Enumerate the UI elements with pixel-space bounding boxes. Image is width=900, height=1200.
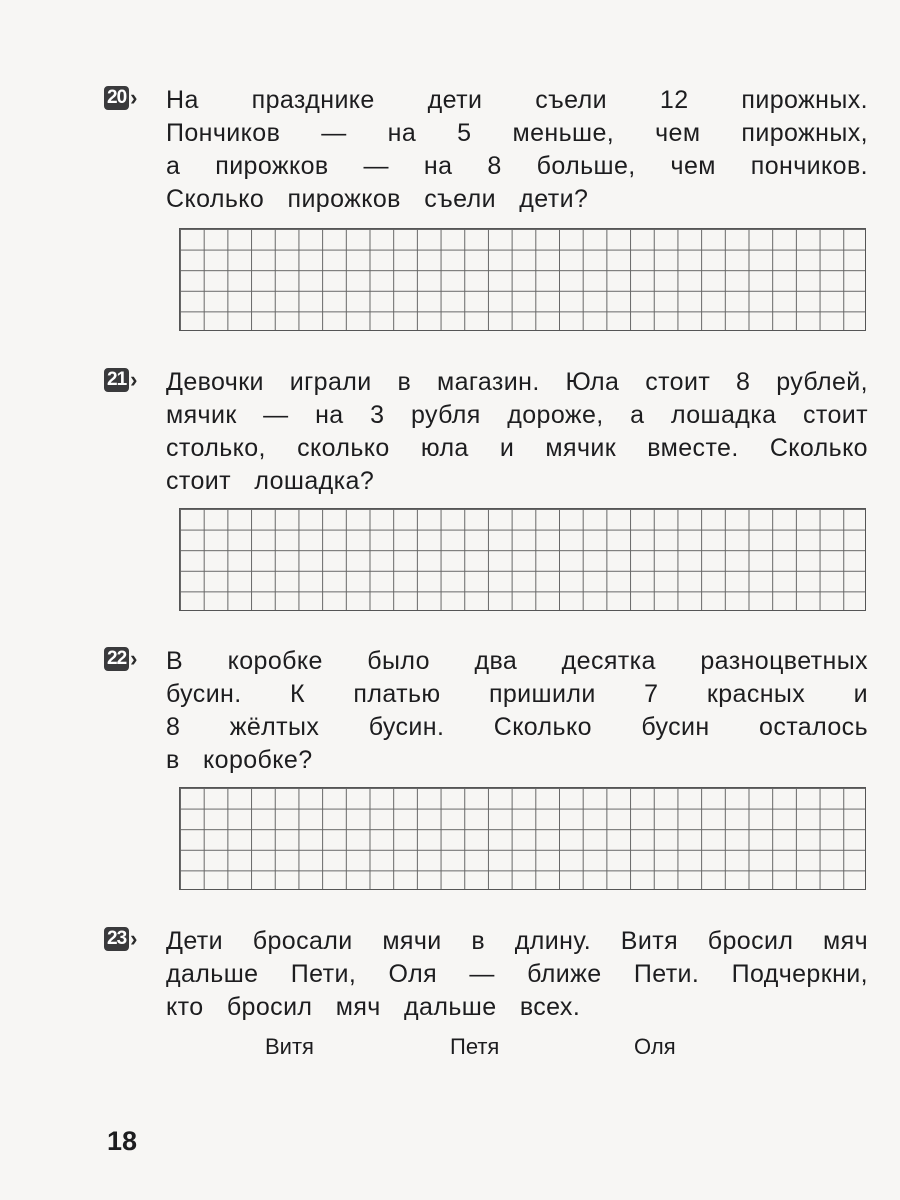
task-text-line: Девочки играли в магазин. Юла стоит 8 рублей, xyxy=(166,368,868,396)
task-22 xyxy=(104,645,874,777)
task-text-line: Дети бросали мячи в длину. Витя бросил мяч xyxy=(166,927,868,955)
task-23 xyxy=(104,925,874,1024)
task-number-badge xyxy=(104,927,137,951)
chevron-icon: › xyxy=(130,85,138,110)
name-option[interactable]: Оля xyxy=(634,1034,676,1059)
task-text-line: На празднике дети съели 12 пирожных. xyxy=(166,86,868,114)
task-text-line: кто бросил мяч дальше всех. xyxy=(166,993,581,1021)
task-number-badge xyxy=(104,368,137,392)
task-number: 23 xyxy=(104,927,129,951)
name-option[interactable]: Витя xyxy=(265,1034,314,1059)
task-text-line: в коробке? xyxy=(166,746,313,774)
task-text-line: а пирожков — на 8 больше, чем пончиков. xyxy=(166,152,868,180)
task-number-badge xyxy=(104,647,137,671)
answer-grid[interactable] xyxy=(179,228,866,331)
task-text-line: столько, сколько юла и мячик вместе. Сколько xyxy=(166,434,868,462)
task-text-line: дальше Пети, Оля — ближе Пети. Подчеркни, xyxy=(166,960,868,988)
task-text-line: Пончиков — на 5 меньше, чем пирожных, xyxy=(166,119,868,147)
task-number-badge xyxy=(104,86,137,110)
answer-grid[interactable] xyxy=(179,508,866,611)
task-number: 21 xyxy=(104,368,129,392)
task-text-line: бусин. К платью пришили 7 красных и xyxy=(166,680,868,708)
task-text-line: Сколько пирожков съели дети? xyxy=(166,185,589,213)
chevron-icon: › xyxy=(130,367,138,392)
name-option[interactable]: Петя xyxy=(450,1034,500,1059)
answer-grid[interactable] xyxy=(179,787,866,890)
task-21 xyxy=(104,366,874,498)
page-number: 18 xyxy=(107,1126,138,1156)
task-text-line: мячик — на 3 рубля дороже, а лошадка стоит xyxy=(166,401,868,429)
chevron-icon: › xyxy=(130,646,138,671)
task-text-line: В коробке было два десятка разноцветных xyxy=(166,647,868,675)
task-number: 20 xyxy=(104,86,129,110)
task-text-line: стоит лошадка? xyxy=(166,467,375,495)
task-20 xyxy=(104,84,874,216)
task-text-line: 8 жёлтых бусин. Сколько бусин осталось xyxy=(166,713,868,741)
task-number: 22 xyxy=(104,647,129,671)
chevron-icon: › xyxy=(130,926,138,951)
